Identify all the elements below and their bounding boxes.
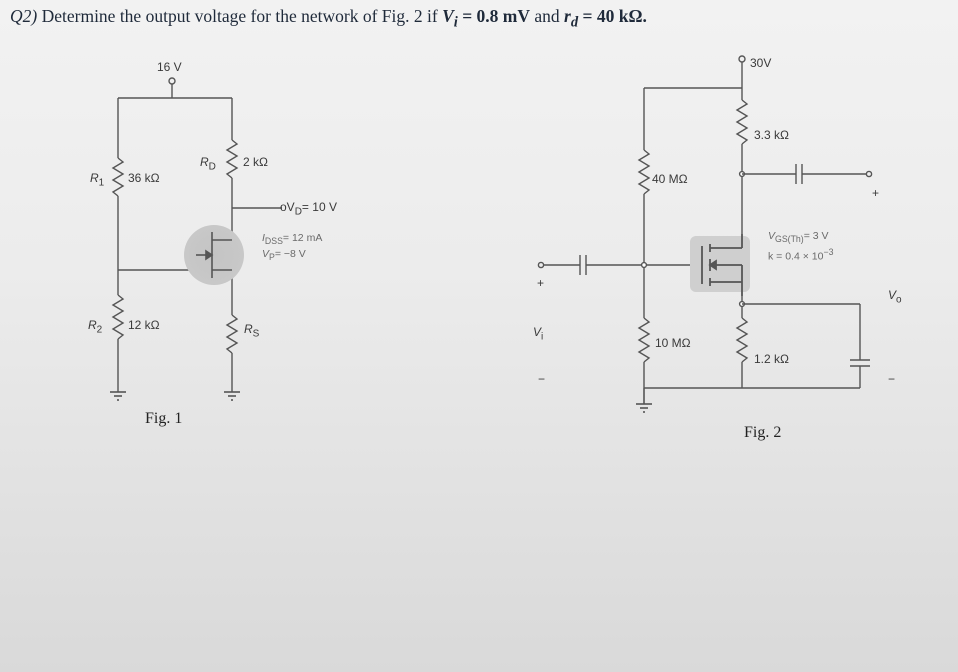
question-body: Determine the output voltage for the network of Fig. 2 if (41, 6, 438, 26)
fig2-vi-minus: − (538, 372, 546, 386)
fig1-r1-name: $R_1$ (90, 171, 105, 189)
fig2-mosfet-specs (768, 230, 833, 264)
fig2-vi-plus: + (537, 276, 545, 290)
fig1-vd-label: $oV_D= 10$ V (280, 200, 337, 218)
fig2-r10m-resistor (639, 318, 649, 362)
fig2-supply-terminal (739, 56, 745, 62)
rd-value: = 40 kΩ. (582, 6, 647, 26)
question-number: Q2) (10, 6, 38, 26)
fig1-r2-value: 12 kΩ (128, 318, 160, 332)
fig2-mosfet-shade (690, 236, 750, 292)
fig1-ground-left (110, 392, 126, 400)
fig2-vi-terminal (538, 262, 543, 267)
fig1-jfet-shade (184, 225, 244, 285)
fig1-r2-name: $R_2$ (88, 318, 103, 336)
fig1-rd-resistor (227, 140, 237, 178)
fig1-jfet-specs (262, 232, 322, 264)
fig1-rs-resistor (227, 315, 237, 353)
fig2-r10m-value: 10 MΩ (655, 336, 691, 350)
fig1-r2-resistor (113, 295, 123, 339)
fig1-caption: Fig. 1 (145, 410, 183, 427)
fig2-vgs-th: $V_{GS(Th)}= 3$ V (768, 230, 829, 245)
fig2-vo-minus: − (888, 372, 896, 386)
rd-symbol: $r_d$ (564, 6, 579, 31)
fig1-r1-value: 36 kΩ (128, 171, 160, 185)
fig1-idss: $I_{DSS}= 12$ mA (262, 232, 323, 247)
fig2-caption: Fig. 2 (744, 424, 782, 441)
vi-symbol: $V_i$ (442, 6, 458, 31)
fig2-vo-label: $V_o$ (888, 288, 902, 306)
fig1-supply-label: 16 V (157, 60, 182, 74)
fig1-rs-name: $R_S$ (244, 322, 260, 340)
fig2-ground (636, 388, 652, 412)
fig1-rd-name: $R_D$ (200, 155, 216, 173)
fig2-rd-value: 3.3 kΩ (754, 128, 789, 142)
fig1-supply-terminal (169, 78, 175, 84)
fig2-rs-value: 1.2 kΩ (754, 352, 789, 366)
fig2-rd-resistor (737, 100, 747, 144)
fig2-circuit (538, 56, 871, 388)
fig2-supply-label: 30V (750, 56, 772, 70)
question-and: and (534, 6, 560, 26)
fig2-vo-plus: + (872, 186, 880, 200)
fig2-k: $k = 0.4 \times 10^{-3}$ (768, 247, 834, 263)
vi-value: = 0.8 mV (462, 6, 530, 26)
fig2-r40m-resistor (639, 150, 649, 194)
fig1-ground-right (224, 392, 240, 400)
fig1-rd-value: 2 kΩ (243, 155, 268, 169)
fig2-vo-terminal (866, 171, 871, 176)
fig1-vp: $V_P= -8$ V (262, 248, 306, 263)
fig2-r40m-value: 40 MΩ (652, 172, 688, 186)
fig2-vi-label: $V_i$ (533, 325, 544, 343)
fig1-r1-resistor (113, 158, 123, 196)
fig2-rs-resistor (737, 318, 747, 362)
